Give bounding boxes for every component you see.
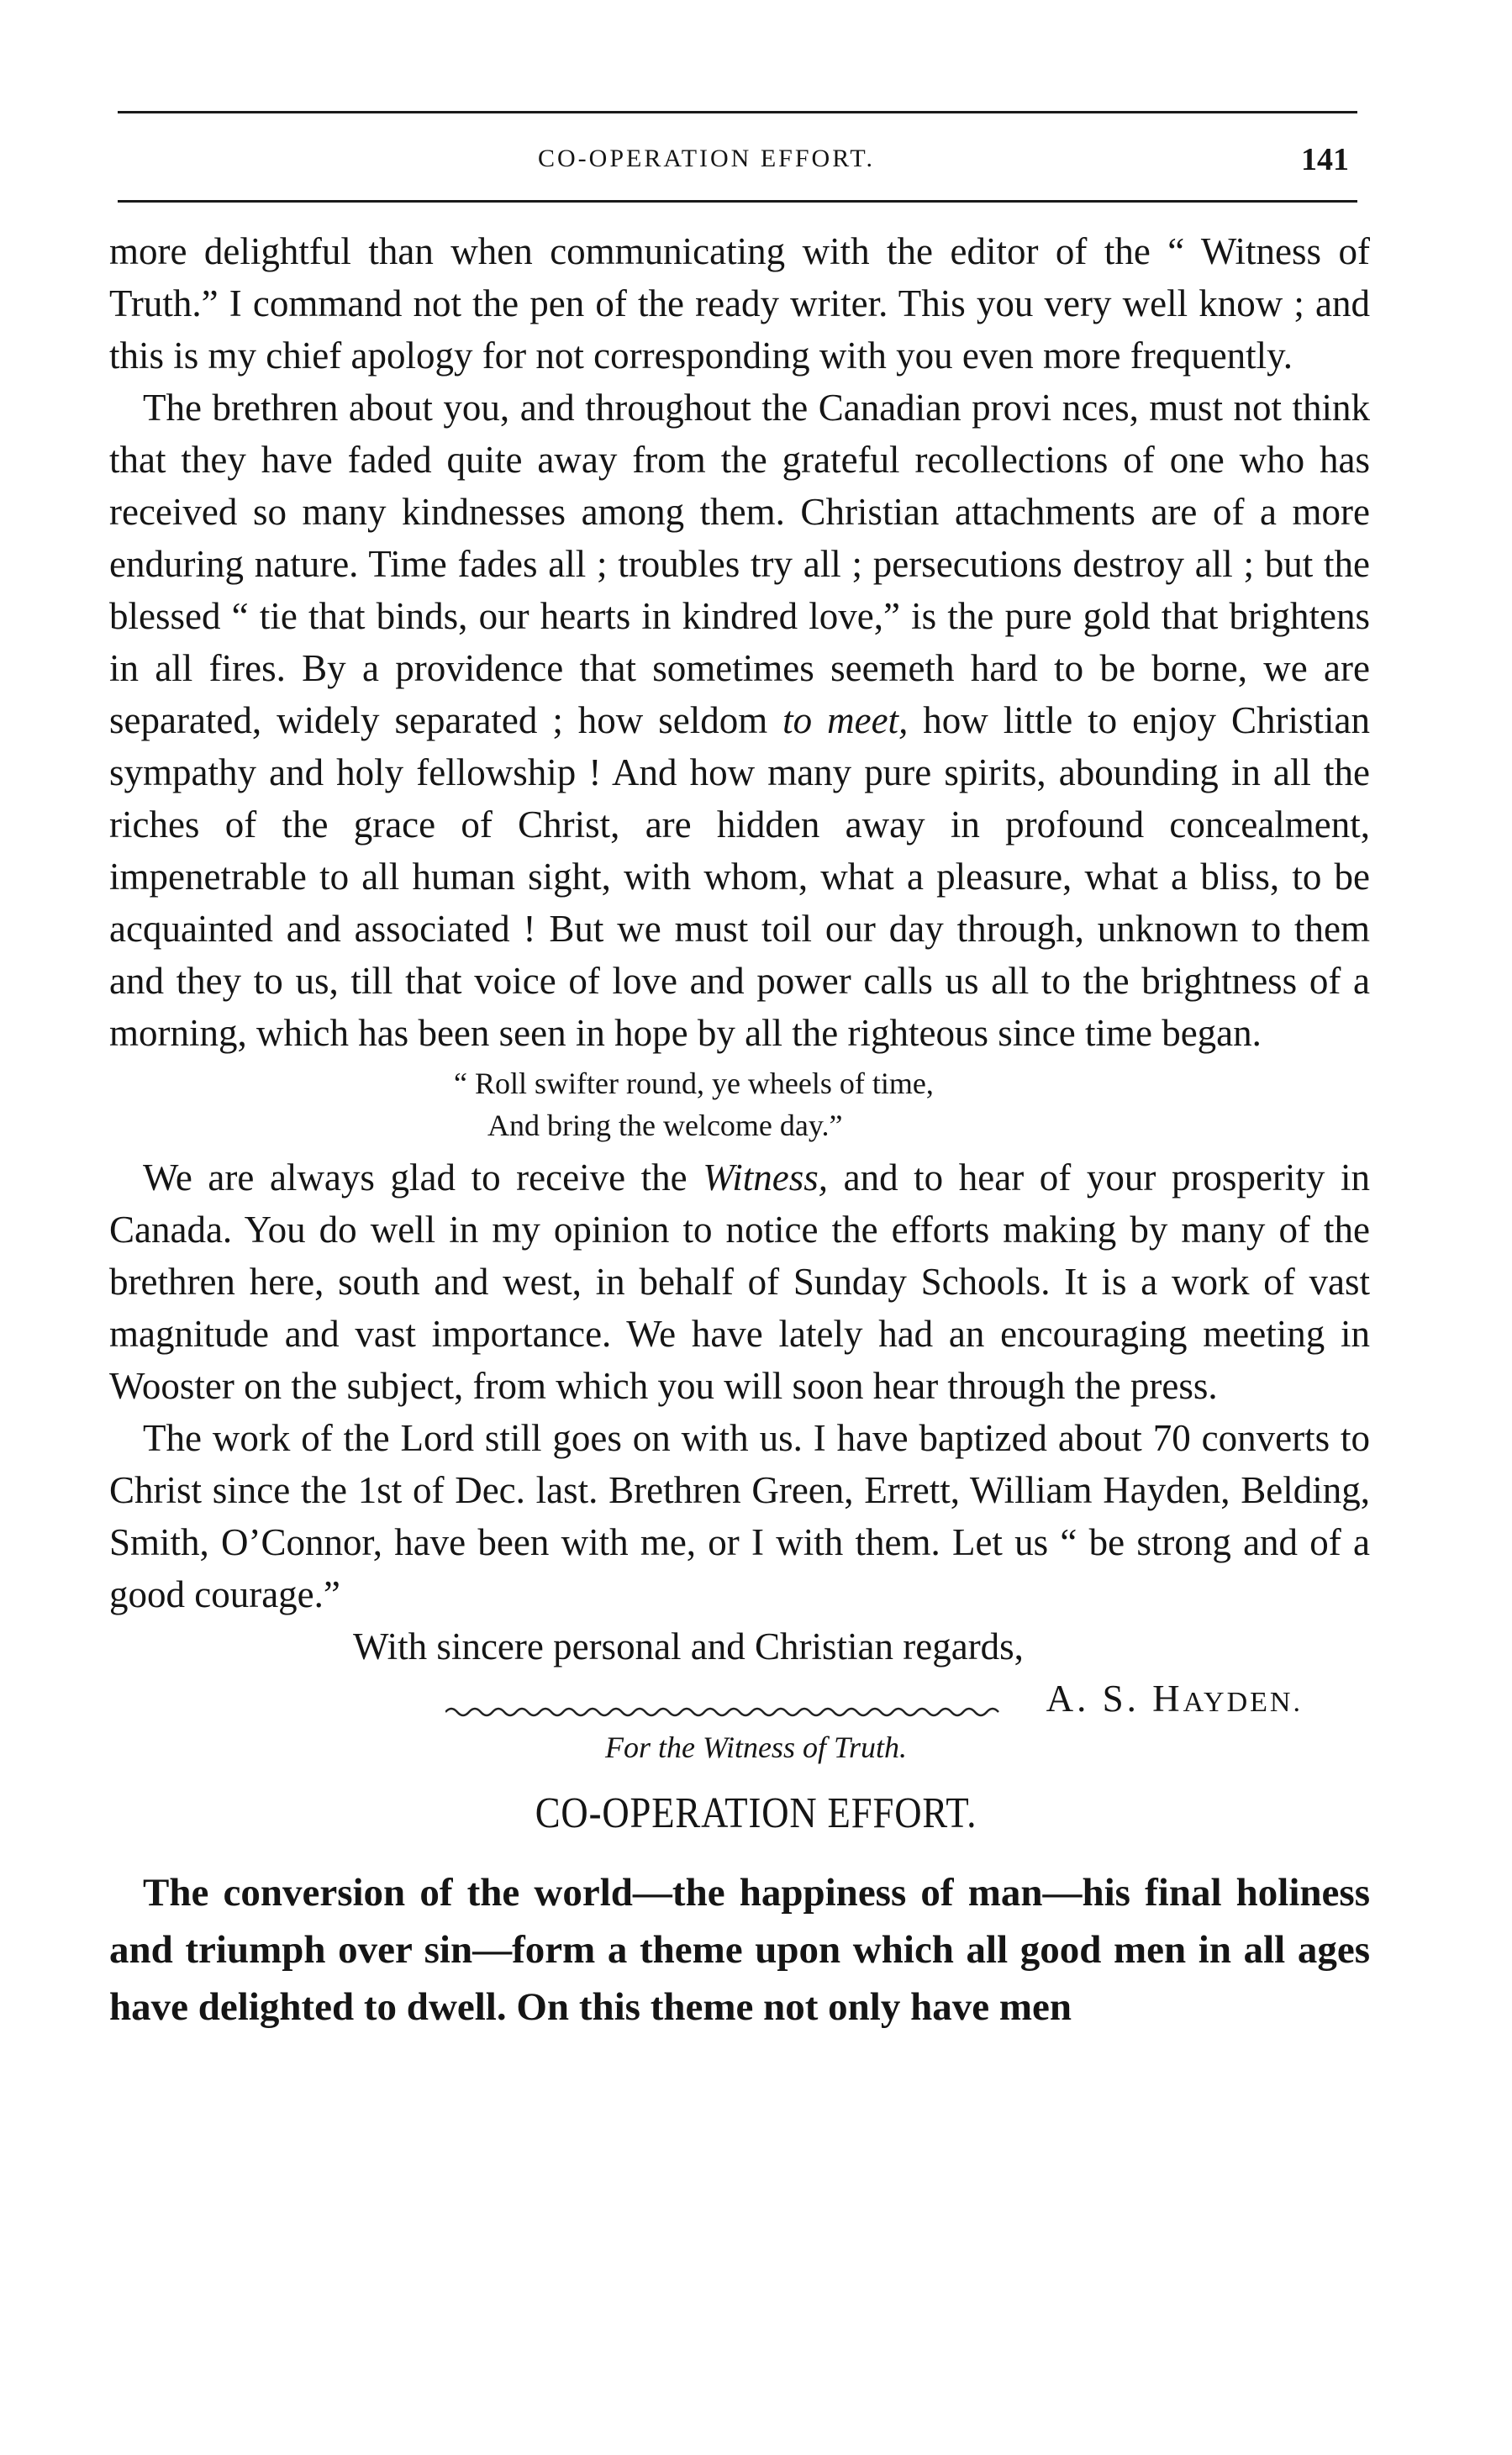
header-bottom-rule bbox=[118, 200, 1357, 203]
article-paragraph-1: The conversion of the world—the happiness of man—his final holiness and triumph over sin—form a theme upon which all good men in all ages have delighted to dwell. On this theme not only have men bbox=[109, 1871, 1370, 2029]
verse-line-2: And bring the welcome day.” bbox=[487, 1109, 843, 1142]
page-number: 141 bbox=[1301, 142, 1349, 177]
letter-paragraph-3-italic: Witness, bbox=[703, 1156, 828, 1199]
verse-line-1: “ Roll swifter round, ye wheels of time, bbox=[454, 1067, 934, 1100]
running-title: CO-OPERATION EFFORT. bbox=[538, 145, 876, 172]
letter-paragraph-3-part-b: and to hear of your prosperity in Canada. You do well in my opinion to notice the efforts making by many of the brethren here, south and west, in behalf of Sunday Schools. It is a work of vast magnitude and vast importance. We have lately had an encouraging meeting in Wooster on the subject, from which you will soon hear through the press. bbox=[109, 1156, 1370, 1407]
article-body bbox=[109, 1864, 1370, 2036]
article-title: CO-OPERATION EFFORT. bbox=[535, 1789, 977, 1837]
letter-paragraph-4: The work of the Lord still goes on with us. I have baptized about 70 converts to Christ since the 1st of Dec. last. Brethren Green, Errett, William Hayden, Belding, Smith, O’Connor, have been with me, or I with them. Let us “ be strong and of a good courage.” bbox=[109, 1417, 1370, 1615]
letter-paragraph-1: more delightful than when communicating with the editor of the “ Witness of Truth.” I command not the pen of the ready writer. This you very well know ; and this is my chief apology for not corresponding with you even more frequently. bbox=[109, 230, 1370, 377]
letter-paragraph-2-italic: to meet, bbox=[782, 699, 909, 741]
article-attribution: For the Witness of Truth. bbox=[604, 1731, 908, 1764]
letter-paragraph-2-part-b: how little to enjoy Christian sympathy and holy fellowship ! And how many pure spirits, abounding in all the riches of the grace of Christ, are hidden away in profound concealment, impenetrable to all human sight, with whom, what a pleasure, what a bliss, to be acquainted and associated ! But we must toil our day through, unknown to them and they to us, till that voice of love and power calls us all to the brightness of a morning, which has been seen in hope by all the righteous since time began. bbox=[109, 699, 1370, 1054]
letter-body bbox=[109, 225, 1370, 1729]
signature-surname: AYDEN. bbox=[1183, 1687, 1303, 1718]
closing-regards: With sincere personal and Christian regards, bbox=[353, 1625, 1024, 1667]
letter-paragraph-2-part-a: The brethren about you, and throughout the Canadian provi nces, must not think that they have faded quite away from the grateful recollections of one who has received so many kindnesses among them. Christian attachments are of a more enduring nature. Time fades all ; troubles try all ; persecutions destroy all ; but the blessed “ tie that binds, our hearts in kindred love,” is the pure gold that brightens in all fires. By a providence that sometimes seemeth hard to be borne, we are separated, widely separated ; how seldom bbox=[109, 387, 1370, 741]
letter-paragraph-3-part-a: We are always glad to receive the bbox=[143, 1156, 703, 1199]
letter-paragraph-2 bbox=[109, 382, 1370, 1059]
letter-paragraph-3 bbox=[109, 1151, 1370, 1412]
wavy-divider-ornament bbox=[445, 1699, 1000, 1725]
signature-initials: A. S. H bbox=[1046, 1678, 1183, 1720]
header-top-rule bbox=[118, 111, 1357, 113]
verse-quotation bbox=[109, 1062, 1370, 1146]
running-head bbox=[118, 141, 1357, 183]
